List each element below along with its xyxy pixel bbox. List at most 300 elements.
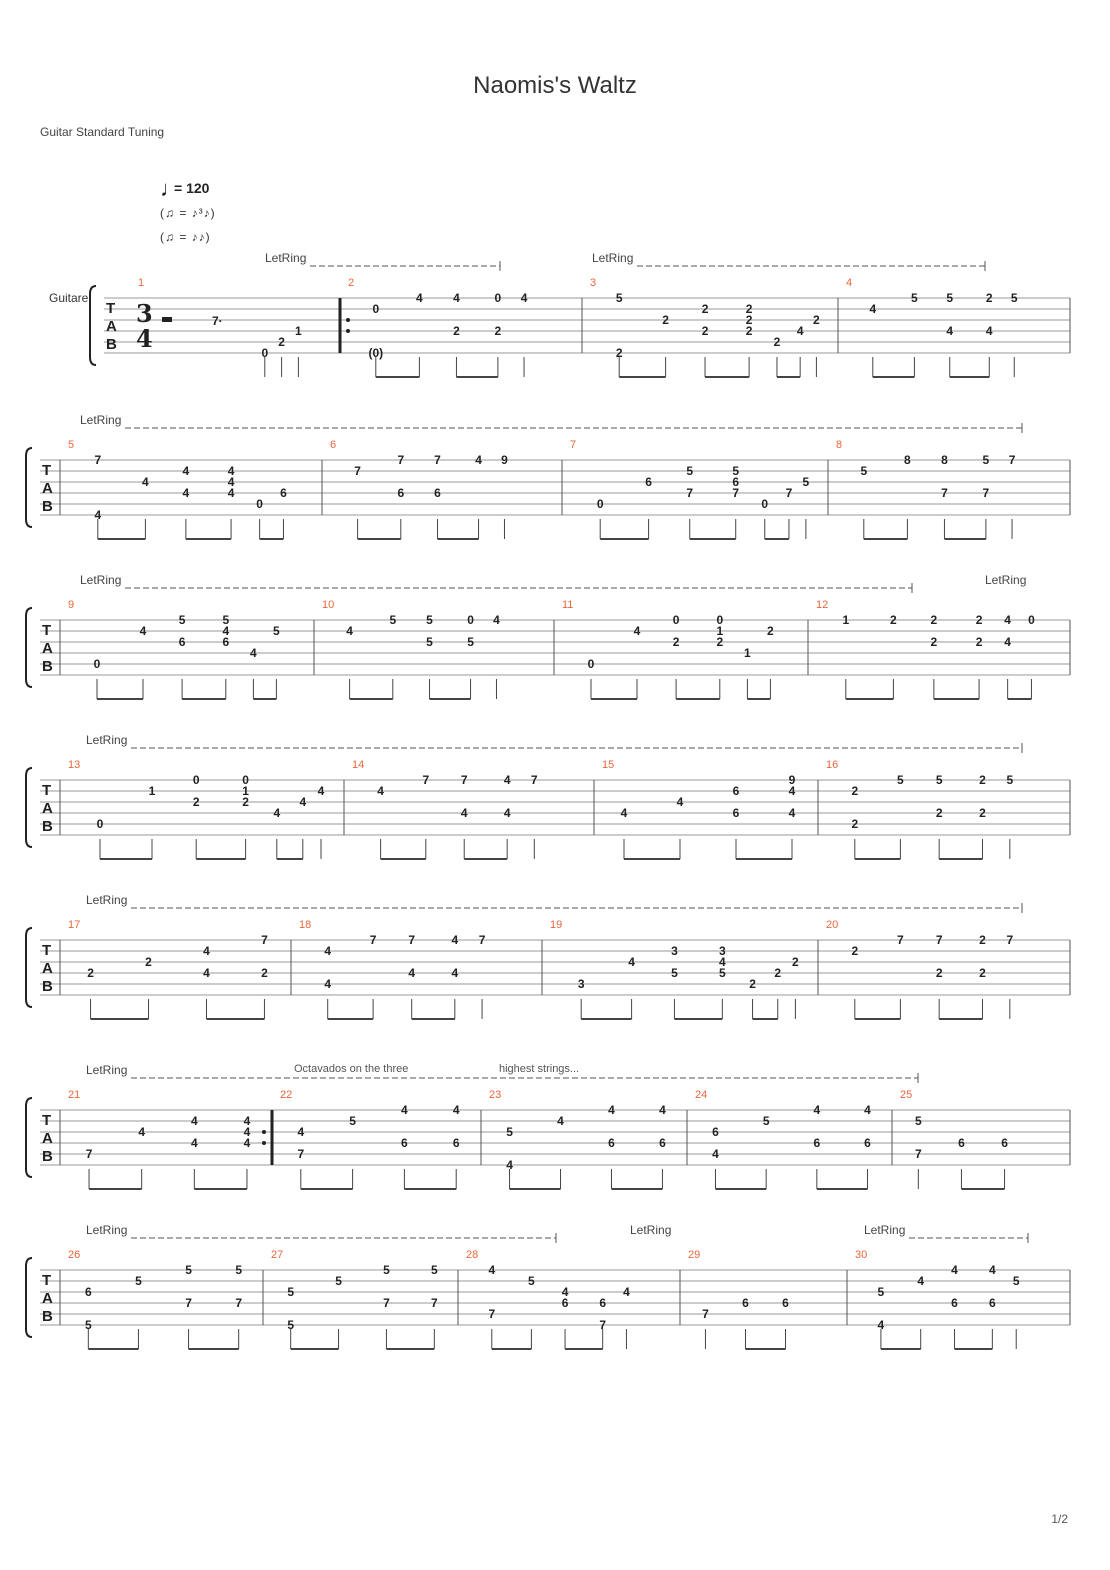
fret-number: 2 <box>930 613 938 627</box>
tab-letter-t: T <box>42 462 52 479</box>
fret-number: 4 <box>813 1103 821 1117</box>
fret-number: 4 <box>317 784 325 798</box>
fret-number: 4 <box>796 324 804 338</box>
fret-number: 5 <box>946 291 954 305</box>
fret-number: 4 <box>243 1125 251 1139</box>
fret-number: 4 <box>243 1114 251 1128</box>
fret-number: 4 <box>493 613 500 627</box>
repeat-dot <box>262 1130 266 1134</box>
fret-number: 4 <box>324 977 332 991</box>
fret-number: 2 <box>145 955 152 969</box>
fret-number: 4 <box>488 1263 496 1277</box>
system-bracket <box>90 286 96 365</box>
fret-number: 2 <box>979 806 986 820</box>
fret-number: 6 <box>951 1296 958 1310</box>
fret-number: 4 <box>869 302 877 316</box>
measure-number: 14 <box>352 759 365 771</box>
fret-number: 4 <box>718 955 726 969</box>
fret-number: 2 <box>701 302 709 316</box>
fret-number: 7 <box>488 1307 496 1321</box>
measure-number: 17 <box>68 919 81 931</box>
fret-number: 5 <box>671 966 678 980</box>
fret-number: 7 <box>354 464 361 478</box>
fret-number: 4 <box>917 1274 925 1288</box>
fret-number: 6 <box>645 475 652 489</box>
fret-number: 5 <box>1012 1274 1020 1288</box>
fret-number: 5 <box>426 613 433 627</box>
fret-number: 4 <box>676 795 684 809</box>
let-ring-label: LetRing <box>265 251 307 265</box>
fret-number: 5 <box>615 291 623 305</box>
fret-number: 4 <box>506 1158 513 1172</box>
fret-number: 4 <box>273 806 281 820</box>
fret-number: 4 <box>608 1103 615 1117</box>
fret-number: 5 <box>528 1274 535 1288</box>
fret-number: 7 <box>732 486 740 500</box>
fret-number: 0 <box>192 773 200 787</box>
fret-number: 5 <box>185 1263 192 1277</box>
fret-number: 2 <box>278 335 285 349</box>
fret-number: 0 <box>672 613 680 627</box>
fret-number: 5 <box>287 1285 295 1299</box>
tab-letter-t: T <box>42 622 52 639</box>
fret-number: 4 <box>94 508 102 522</box>
let-ring-label: LetRing <box>592 251 634 265</box>
fret-number: 1 <box>716 624 724 638</box>
fret-number: 4 <box>453 291 460 305</box>
measure-number: 18 <box>299 919 312 931</box>
tab-letter-t: T <box>42 1112 52 1129</box>
fret-number: 7 <box>369 933 377 947</box>
fret-number: 5 <box>235 1263 243 1277</box>
fret-number: 4 <box>222 624 230 638</box>
tab-letter-t: T <box>42 1272 52 1289</box>
fret-number: 6 <box>732 806 740 820</box>
fret-number: 0 <box>494 291 502 305</box>
fret-number: 0 <box>716 613 724 627</box>
fret-number: 4 <box>520 291 528 305</box>
fret-number: 2 <box>745 302 753 316</box>
fret-number: 5 <box>1010 291 1018 305</box>
fret-number: 7 <box>185 1296 192 1310</box>
fret-number: 6 <box>608 1136 615 1150</box>
tab-letter-b: B <box>42 658 53 675</box>
measure-number: 23 <box>489 1089 502 1101</box>
fret-number: 4 <box>659 1103 666 1117</box>
fret-number: 7 <box>785 486 793 500</box>
fret-number: 4 <box>346 624 353 638</box>
fret-number: 5 <box>935 773 943 787</box>
fret-number: 5 <box>982 453 990 467</box>
fret-number: (0) <box>368 346 384 360</box>
fret-number: 4 <box>557 1114 564 1128</box>
system-bracket <box>26 1258 32 1337</box>
fret-number: 4 <box>633 624 641 638</box>
fret-number: 2 <box>979 933 986 947</box>
fret-number: 5 <box>911 291 918 305</box>
fret-number: 2 <box>975 613 983 627</box>
fret-number: 5 <box>1006 773 1014 787</box>
let-ring-label: LetRing <box>86 1223 128 1237</box>
let-ring-label: LetRing <box>86 733 128 747</box>
tab-letter-a: A <box>42 800 53 817</box>
measure-number: 30 <box>855 1249 868 1261</box>
fret-number: 6 <box>452 1136 460 1150</box>
fret-number: 0 <box>596 497 604 511</box>
swing-line-2: (♫ = ♪♪) <box>160 230 211 244</box>
fret-number: 7 <box>235 1296 243 1310</box>
fret-number: 4 <box>227 486 235 500</box>
fret-number: 7 <box>530 773 538 787</box>
fret-number: 7 <box>935 933 943 947</box>
fret-number: 5 <box>349 1114 356 1128</box>
repeat-dot <box>346 329 350 333</box>
fret-number: 3 <box>718 944 726 958</box>
tab-letter-a: A <box>42 480 53 497</box>
fret-number: 4 <box>227 475 235 489</box>
fret-number: 5 <box>718 966 726 980</box>
repeat-dot <box>262 1141 266 1145</box>
fret-number: 5 <box>287 1318 295 1332</box>
fret-number: 0 <box>242 773 249 787</box>
measure-number: 1 <box>138 277 145 289</box>
fret-number: 6 <box>280 486 287 500</box>
measure-number: 29 <box>688 1249 701 1261</box>
fret-number: 2 <box>716 635 724 649</box>
fret-number: 7 <box>599 1318 607 1332</box>
fret-number: 7 <box>478 933 486 947</box>
fret-number: 0 <box>372 302 380 316</box>
fret-number: 2 <box>774 966 782 980</box>
fret-number: 4 <box>452 1103 460 1117</box>
fret-number: 7 <box>383 1296 390 1310</box>
fret-number: 1 <box>242 784 249 798</box>
fret-number: 7 <box>1008 453 1016 467</box>
fret-number: 1 <box>842 613 850 627</box>
fret-number: 4 <box>250 646 257 660</box>
tab-letter-a: A <box>42 640 53 657</box>
let-ring-label: LetRing <box>80 573 122 587</box>
time-signature-top: 3 <box>136 299 153 328</box>
quarter-note-icon: ♩ <box>160 176 182 201</box>
measure-number: 22 <box>280 1089 293 1101</box>
let-ring-label: LetRing <box>86 1063 128 1077</box>
fret-number: 0 <box>1028 613 1035 627</box>
fret-number: 4 <box>227 464 235 478</box>
measure-number: 28 <box>466 1249 479 1261</box>
fret-number: 7 <box>460 773 468 787</box>
fret-number: 7 <box>397 453 405 467</box>
fret-number: 7 <box>94 453 102 467</box>
tab-letter-b: B <box>42 1148 53 1165</box>
fret-number: 2 <box>242 795 249 809</box>
fret-number: 4 <box>877 1318 885 1332</box>
fret-number: 4 <box>416 291 423 305</box>
fret-number: 7 <box>408 933 416 947</box>
score-title: Naomis's Waltz <box>473 72 637 99</box>
tab-letter-a: A <box>42 1130 53 1147</box>
fret-number: 4 <box>788 806 796 820</box>
fret-number: 7 <box>434 453 441 467</box>
fret-number: 1 <box>295 324 302 338</box>
fret-number: 4 <box>243 1136 251 1150</box>
measure-number: 15 <box>602 759 615 771</box>
tab-letter-b: B <box>42 978 53 995</box>
fret-number: 8 <box>941 453 948 467</box>
eighth-rest-icon: 7· <box>212 314 223 328</box>
fret-number: 5 <box>178 613 186 627</box>
fret-number: 6 <box>84 1285 92 1299</box>
system-bracket <box>26 448 32 527</box>
tab-letter-b: B <box>42 1308 53 1325</box>
fret-number: 4 <box>451 966 459 980</box>
measure-number: 21 <box>68 1089 81 1101</box>
fret-number: 6 <box>742 1296 749 1310</box>
fret-number: 5 <box>897 773 904 787</box>
fret-number: 5 <box>430 1263 438 1277</box>
fret-number: 2 <box>745 324 753 338</box>
let-ring-label: LetRing <box>86 893 128 907</box>
fret-number: 2 <box>930 635 938 649</box>
measure-number: 11 <box>562 599 574 611</box>
fret-number: 4 <box>182 464 190 478</box>
swing-line-1: (♫ = ♪³♪) <box>160 206 216 220</box>
fret-number: 7 <box>982 486 990 500</box>
fret-number: 0 <box>93 657 101 671</box>
fret-number: 6 <box>561 1296 569 1310</box>
fret-number: 6 <box>1001 1136 1008 1150</box>
tab-letter-t: T <box>42 942 52 959</box>
fret-number: 7 <box>422 773 430 787</box>
fret-number: 2 <box>935 806 943 820</box>
fret-number: 4 <box>190 1136 198 1150</box>
fret-number: 7 <box>897 933 904 947</box>
half-rest-icon <box>162 317 172 322</box>
fret-number: 5 <box>877 1285 885 1299</box>
fret-number: 6 <box>434 486 441 500</box>
fret-number: 4 <box>623 1285 630 1299</box>
fret-number: 4 <box>788 784 796 798</box>
fret-number: 5 <box>732 464 740 478</box>
fret-number: 4 <box>451 933 459 947</box>
fret-number: 5 <box>506 1125 513 1139</box>
fret-number: 2 <box>494 324 502 338</box>
let-ring-label: LetRing <box>864 1223 906 1237</box>
fret-number: 5 <box>222 613 230 627</box>
measure-number: 7 <box>570 439 577 451</box>
fret-number: 4 <box>139 624 147 638</box>
fret-number: 2 <box>662 313 669 327</box>
fret-number: 7 <box>261 933 268 947</box>
fret-number: 2 <box>935 966 943 980</box>
fret-number: 1 <box>744 646 751 660</box>
fret-number: 2 <box>672 635 680 649</box>
fret-number: 9 <box>501 453 508 467</box>
measure-number: 12 <box>816 599 829 611</box>
fret-number: 5 <box>802 475 810 489</box>
fret-number: 6 <box>599 1296 607 1310</box>
system-bracket <box>26 928 32 1007</box>
measure-number: 24 <box>695 1089 708 1101</box>
fret-number: 6 <box>864 1136 871 1150</box>
measure-number: 9 <box>68 599 75 611</box>
measure-number: 27 <box>271 1249 284 1261</box>
fret-number: 2 <box>192 795 200 809</box>
fret-number: 4 <box>138 1125 146 1139</box>
fret-number: 4 <box>628 955 635 969</box>
fret-number: 4 <box>712 1147 719 1161</box>
fret-number: 8 <box>904 453 911 467</box>
fret-number: 4 <box>203 966 210 980</box>
tab-letter-a: A <box>42 1290 53 1307</box>
fret-number: 7 <box>686 486 694 500</box>
tab-letter-b: B <box>42 818 53 835</box>
fret-number: 2 <box>453 324 460 338</box>
measure-number: 20 <box>826 919 839 931</box>
fret-number: 0 <box>261 346 269 360</box>
tab-letter-a: A <box>42 960 53 977</box>
tab-letter-b: B <box>42 498 53 515</box>
measure-number: 10 <box>322 599 335 611</box>
fret-number: 3 <box>577 977 585 991</box>
measure-number: 13 <box>68 759 81 771</box>
measure-number: 5 <box>68 439 75 451</box>
fret-number: 0 <box>96 817 104 831</box>
time-signature-bottom: 4 <box>136 324 153 353</box>
fret-number: 5 <box>762 1114 770 1128</box>
fret-number: 2 <box>979 773 986 787</box>
fret-number: 2 <box>851 817 859 831</box>
measure-number: 26 <box>68 1249 81 1261</box>
fret-number: 4 <box>988 1263 996 1277</box>
fret-number: 4 <box>182 486 190 500</box>
fret-number: 4 <box>951 1263 958 1277</box>
fret-number: 6 <box>958 1136 965 1150</box>
tempo-value: = 120 <box>174 180 210 196</box>
fret-number: 7 <box>914 1147 922 1161</box>
fret-number: 4 <box>190 1114 198 1128</box>
fret-number: 5 <box>389 613 397 627</box>
fret-number: 7 <box>702 1307 709 1321</box>
fret-number: 7 <box>297 1147 305 1161</box>
tab-letter-a: A <box>106 318 117 335</box>
fret-number: 2 <box>985 291 993 305</box>
fret-number: 2 <box>851 944 859 958</box>
measure-number: 25 <box>900 1089 913 1101</box>
fret-number: 7 <box>85 1147 93 1161</box>
fret-number: 4 <box>475 453 482 467</box>
fret-number: 2 <box>975 635 983 649</box>
fret-number: 4 <box>324 944 332 958</box>
fret-number: 6 <box>988 1296 996 1310</box>
fret-number: 5 <box>426 635 433 649</box>
tab-letter-b: B <box>106 336 117 353</box>
fret-number: 7 <box>941 486 948 500</box>
fret-number: 0 <box>587 657 595 671</box>
measure-number: 16 <box>826 759 839 771</box>
measure-number: 19 <box>550 919 563 931</box>
fret-number: 4 <box>561 1285 569 1299</box>
measure-number: 4 <box>846 277 853 289</box>
fret-number: 2 <box>851 784 859 798</box>
fret-number: 4 <box>864 1103 871 1117</box>
fret-number: 0 <box>467 613 474 627</box>
fret-number: 3 <box>671 944 678 958</box>
fret-number: 4 <box>142 475 149 489</box>
fret-number: 6 <box>813 1136 821 1150</box>
fret-number: 4 <box>985 324 993 338</box>
fret-number: 4 <box>299 795 307 809</box>
fret-number: 4 <box>620 806 628 820</box>
fret-number: 5 <box>135 1274 142 1288</box>
fret-number: 2 <box>792 955 799 969</box>
measure-number: 8 <box>836 439 843 451</box>
fret-number: 6 <box>732 784 740 798</box>
system-bracket <box>26 608 32 687</box>
fret-number: 2 <box>767 624 774 638</box>
fret-number: 2 <box>813 313 820 327</box>
fret-number: 5 <box>383 1263 390 1277</box>
fret-number: 2 <box>87 966 94 980</box>
fret-number: 0 <box>256 497 263 511</box>
annotation-strings: highest strings... <box>499 1063 580 1075</box>
fret-number: 2 <box>615 346 623 360</box>
fret-number: 6 <box>782 1296 789 1310</box>
fret-number: 4 <box>408 966 416 980</box>
fret-number: 4 <box>1004 613 1011 627</box>
let-ring-label: LetRing <box>985 573 1027 587</box>
measure-number: 6 <box>330 439 337 451</box>
measure-number: 3 <box>590 277 597 289</box>
fret-number: 5 <box>84 1318 92 1332</box>
repeat-dot <box>346 318 350 322</box>
fret-number: 6 <box>178 635 186 649</box>
fret-number: 6 <box>732 475 740 489</box>
fret-number: 4 <box>503 773 511 787</box>
fret-number: 6 <box>222 635 230 649</box>
fret-number: 7 <box>430 1296 438 1310</box>
fret-number: 2 <box>701 324 709 338</box>
system-bracket <box>26 768 32 847</box>
fret-number: 4 <box>946 324 954 338</box>
let-ring-label: LetRing <box>630 1223 672 1237</box>
fret-number: 6 <box>401 1136 408 1150</box>
tab-letter-t: T <box>106 300 116 317</box>
system-bracket <box>26 1098 32 1177</box>
fret-number: 6 <box>659 1136 666 1150</box>
fret-number: 0 <box>761 497 769 511</box>
fret-number: 2 <box>745 313 753 327</box>
fret-number: 6 <box>712 1125 719 1139</box>
fret-number: 2 <box>773 335 781 349</box>
fret-number: 2 <box>261 966 268 980</box>
fret-number: 1 <box>148 784 156 798</box>
fret-number: 9 <box>788 773 796 787</box>
fret-number: 5 <box>860 464 868 478</box>
let-ring-label: LetRing <box>80 413 122 427</box>
fret-number: 5 <box>914 1114 922 1128</box>
fret-number: 5 <box>335 1274 342 1288</box>
fret-number: 2 <box>890 613 897 627</box>
fret-number: 4 <box>401 1103 408 1117</box>
fret-number: 5 <box>686 464 694 478</box>
fret-number: 4 <box>503 806 511 820</box>
fret-number: 5 <box>467 635 474 649</box>
fret-number: 4 <box>460 806 468 820</box>
fret-number: 4 <box>1004 635 1011 649</box>
fret-number: 2 <box>979 966 986 980</box>
fret-number: 5 <box>273 624 280 638</box>
